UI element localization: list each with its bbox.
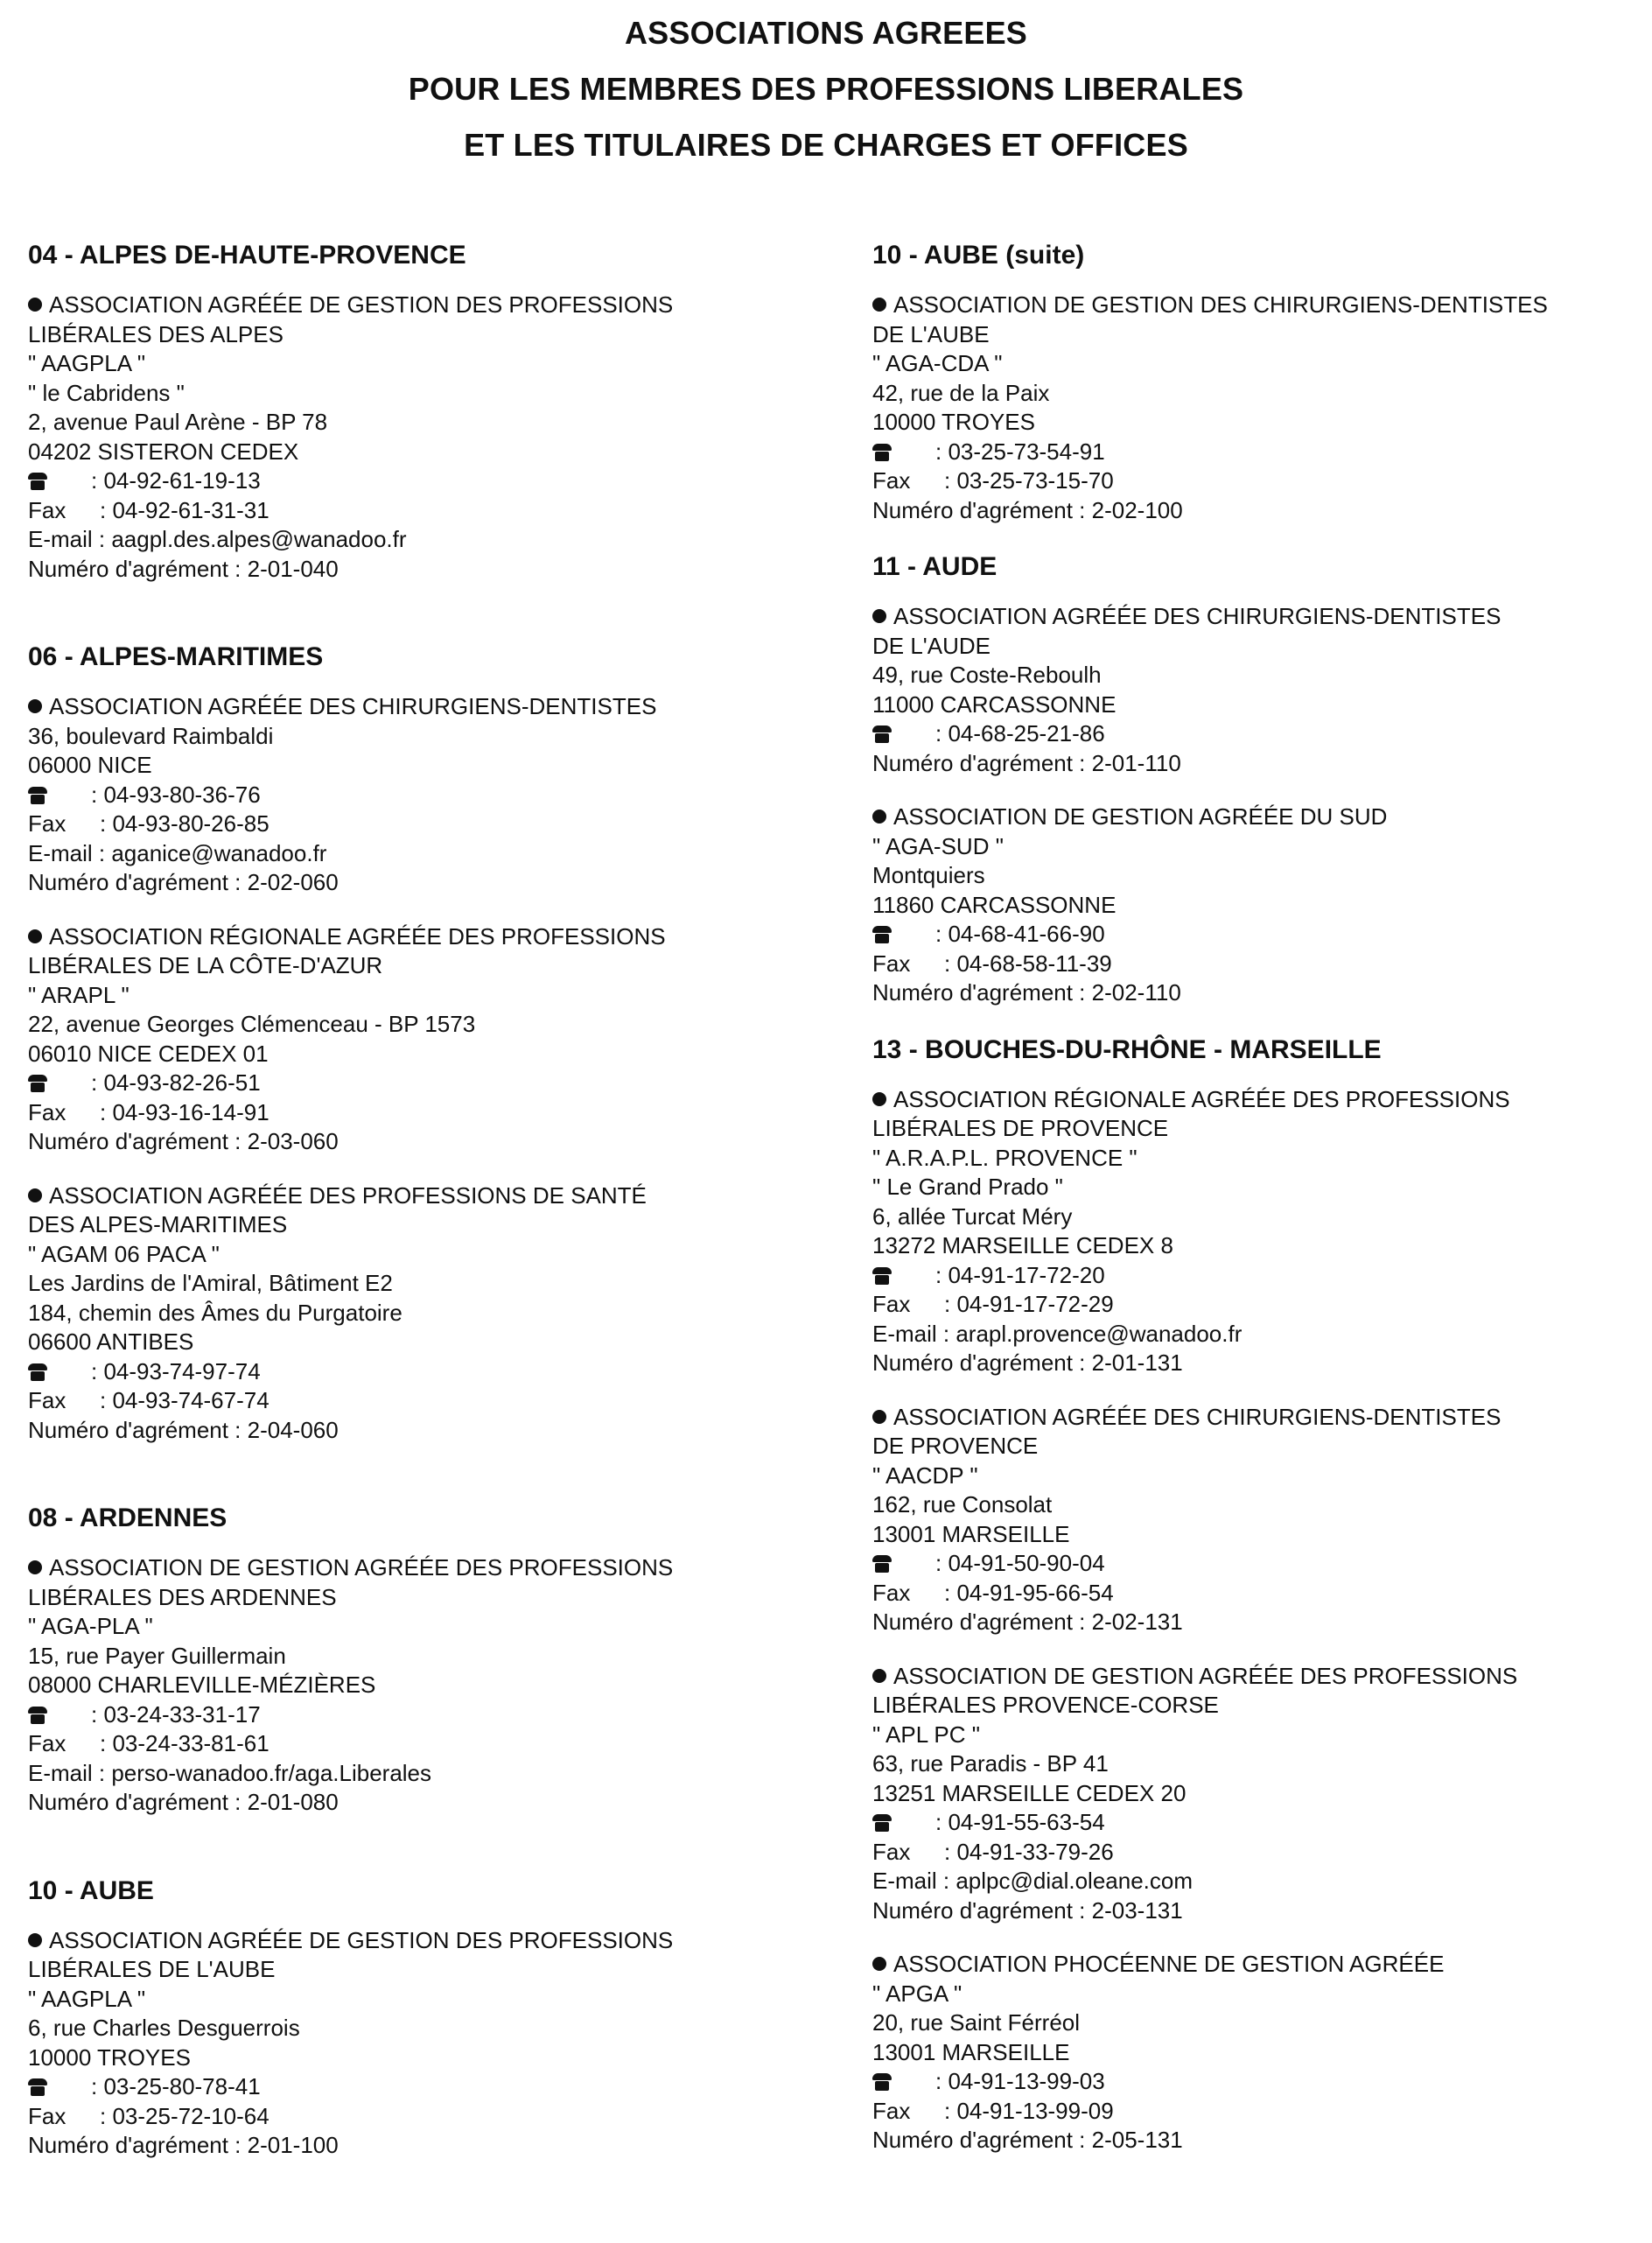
section-title: 10 - AUBE (28, 1875, 154, 1905)
email: E-mail : arapl.provence@wanadoo.fr (872, 1320, 1242, 1347)
approval-number: Numéro d'agrément : 2-02-060 (28, 869, 339, 895)
fax-label: Fax (872, 950, 911, 977)
address-place: " Le Grand Prado " (872, 1174, 1063, 1200)
fax-label: Fax (28, 1387, 66, 1413)
fax-number: : 03-25-72-10-64 (100, 2102, 270, 2129)
association-entry (872, 291, 1642, 525)
approval-number: Numéro d'agrément : 2-02-131 (872, 1609, 1183, 1635)
section-11 (872, 550, 1642, 1008)
address-street: 22, avenue Georges Clémenceau - BP 1573 (28, 1011, 476, 1037)
address-street: 6, rue Charles Desguerrois (28, 2015, 300, 2041)
address-street: 36, boulevard Raimbaldi (28, 722, 274, 749)
association-acronym: " AGA-SUD " (872, 832, 1004, 859)
address-street: 15, rue Payer Guillermain (28, 1642, 286, 1669)
section-title: 06 - ALPES-MARITIMES (28, 642, 324, 671)
email: E-mail : aganice@wanadoo.fr (28, 839, 327, 866)
address-city: 10000 TROYES (872, 409, 1035, 435)
phone-number: : 04-68-41-66-90 (935, 921, 1105, 947)
telephone-icon (28, 1075, 47, 1092)
association-name-cont: LIBÉRALES DE L'AUBE (28, 1956, 276, 1982)
approval-number: Numéro d'agrément : 2-03-131 (872, 1896, 1183, 1924)
phone-number: : 03-25-80-78-41 (91, 2073, 261, 2099)
association-entry (28, 291, 816, 584)
section-06 (28, 640, 816, 1445)
association-name: ASSOCIATION PHOCÉENNE DE GESTION AGRÉÉE (893, 1951, 1445, 1977)
telephone-icon (872, 444, 892, 461)
association-entry (28, 1181, 816, 1446)
section-08 (28, 1501, 816, 1818)
approval-number: Numéro d'agrément : 2-04-060 (28, 1416, 339, 1443)
association-acronym: " AGAM 06 PACA " (28, 1240, 220, 1267)
association-name: ASSOCIATION DE GESTION DES CHIRURGIENS-DENTISTES (893, 291, 1548, 318)
association-name-cont: LIBÉRALES DE LA CÔTE-D'AZUR (28, 952, 383, 978)
bullet-icon (872, 1410, 886, 1424)
association-name: ASSOCIATION RÉGIONALE AGRÉÉE DES PROFESSIONS (49, 922, 666, 950)
fax-label: Fax (28, 2102, 66, 2129)
bullet-icon (28, 1933, 42, 1947)
telephone-icon (28, 2078, 47, 2096)
header-title-line-3: ET LES TITULAIRES DE CHARGES ET OFFICES (464, 127, 1188, 163)
section-title: 08 - ARDENNES (28, 1504, 228, 1532)
association-name-cont: LIBÉRALES PROVENCE-CORSE (872, 1692, 1219, 1718)
phone-number: : 04-91-17-72-20 (935, 1261, 1105, 1288)
approval-number: Numéro d'agrément : 2-05-131 (872, 2127, 1183, 2153)
association-entry (872, 1662, 1642, 1926)
fax-label: Fax (872, 2097, 911, 2124)
telephone-icon (872, 2073, 892, 2091)
section-title: 04 - ALPES DE-HAUTE-PROVENCE (28, 241, 466, 270)
fax-label: Fax (28, 1730, 66, 1756)
fax-number: : 03-25-73-15-70 (944, 467, 1114, 494)
telephone-icon (872, 1814, 892, 1832)
association-name: ASSOCIATION AGRÉÉE DE GESTION DES PROFESSIONS (49, 1926, 674, 1953)
left-column (28, 238, 816, 2161)
association-name: ASSOCIATION AGRÉÉE DE GESTION DES PROFESSIONS (49, 291, 674, 318)
fax-number: : 04-92-61-31-31 (100, 496, 270, 523)
header-title-line-1: ASSOCIATIONS AGREEES (624, 15, 1028, 51)
association-name: ASSOCIATION DE GESTION AGRÉÉE DES PROFESSIONS (893, 1662, 1518, 1689)
association-name-cont: LIBÉRALES DES ALPES (28, 320, 284, 347)
association-name-cont: LIBÉRALES DES ARDENNES (28, 1583, 337, 1610)
fax-number: : 04-93-74-67-74 (100, 1387, 270, 1413)
bullet-icon (872, 1669, 886, 1683)
association-acronym: " AGA-CDA " (872, 350, 1003, 376)
association-entry (872, 602, 1642, 778)
address-street: 6, allée Turcat Méry (872, 1202, 1073, 1230)
phone-number: : 04-93-74-97-74 (91, 1357, 261, 1384)
address-street: 2, avenue Paul Arène - BP 78 (28, 409, 328, 435)
association-acronym: " APL PC " (872, 1721, 980, 1748)
approval-number: Numéro d'agrément : 2-01-131 (872, 1349, 1183, 1376)
association-name: ASSOCIATION AGRÉÉE DES PROFESSIONS DE SANTÉ (49, 1181, 647, 1209)
telephone-icon (872, 725, 892, 743)
telephone-icon (28, 473, 47, 490)
address-place: " le Cabridens " (28, 379, 185, 406)
association-acronym: " AAGPLA " (28, 1985, 146, 2012)
phone-number: : 04-68-25-21-86 (935, 720, 1105, 746)
header-title-line-2: POUR LES MEMBRES DES PROFESSIONS LIBERALES (408, 71, 1244, 107)
bullet-icon (872, 1957, 886, 1971)
approval-number: Numéro d'agrément : 2-01-100 (28, 2132, 339, 2158)
telephone-icon (872, 1555, 892, 1573)
fax-number: : 04-91-95-66-54 (944, 1579, 1114, 1606)
email: E-mail : aagpl.des.alpes@wanadoo.fr (28, 526, 407, 552)
association-acronym: " AACDP " (872, 1461, 978, 1489)
association-name: ASSOCIATION DE GESTION AGRÉÉE DU SUD (893, 803, 1388, 830)
association-name-cont: DES ALPES-MARITIMES (28, 1211, 288, 1237)
phone-number: : 04-92-61-19-13 (91, 467, 261, 494)
association-acronym: " A.R.A.P.L. PROVENCE " (872, 1144, 1138, 1171)
association-acronym: " AAGPLA " (28, 350, 146, 376)
association-name-cont: DE L'AUDE (872, 632, 991, 659)
bullet-icon (872, 609, 886, 623)
address-place: Les Jardins de l'Amiral, Bâtiment E2 (28, 1270, 393, 1296)
bullet-icon (872, 810, 886, 824)
address-street: 162, rue Consolat (872, 1491, 1053, 1518)
fax-label: Fax (872, 1838, 911, 1865)
address-city: 11860 CARCASSONNE (872, 891, 1116, 918)
bullet-icon (28, 929, 42, 943)
document-header (0, 5, 1652, 173)
bullet-icon (872, 298, 886, 312)
section-13 (872, 1033, 1642, 2155)
address-city: 13001 MARSEILLE (872, 1520, 1070, 1547)
email: E-mail : perso-wanadoo.fr/aga.Liberales (28, 1759, 432, 1786)
association-name: ASSOCIATION AGRÉÉE DES CHIRURGIENS-DENTISTES (893, 1403, 1502, 1430)
association-name: ASSOCIATION AGRÉÉE DES CHIRURGIENS-DENTISTES (893, 603, 1502, 629)
association-entry (872, 1403, 1642, 1637)
fax-label: Fax (28, 1098, 66, 1125)
association-entry (28, 692, 816, 898)
bullet-icon (872, 1092, 886, 1106)
phone-number: : 03-24-33-31-17 (91, 1700, 261, 1728)
address-street: 42, rue de la Paix (872, 379, 1050, 406)
right-column (872, 238, 1642, 2155)
section-title: 10 - AUBE (suite) (872, 241, 1085, 270)
fax-label: Fax (872, 467, 911, 494)
fax-number: : 03-24-33-81-61 (100, 1730, 270, 1756)
fax-label: Fax (872, 1291, 911, 1317)
telephone-icon (28, 1363, 47, 1381)
address-city: 13272 MARSEILLE CEDEX 8 (872, 1232, 1173, 1258)
address-city: 13251 MARSEILLE CEDEX 20 (872, 1779, 1186, 1806)
phone-number: : 03-25-73-54-91 (935, 438, 1105, 465)
bullet-icon (28, 1560, 42, 1574)
association-acronym: " APGA " (872, 1980, 962, 2007)
address-city: 06010 NICE CEDEX 01 (28, 1040, 269, 1067)
phone-number: : 04-91-13-99-03 (935, 2068, 1105, 2094)
association-name: ASSOCIATION RÉGIONALE AGRÉÉE DES PROFESSIONS (893, 1085, 1510, 1112)
section-10-continued (872, 238, 1642, 525)
telephone-icon (28, 787, 47, 804)
email: E-mail : aplpc@dial.oleane.com (872, 1868, 1194, 1894)
address-city: 06600 ANTIBES (28, 1328, 194, 1355)
telephone-icon (872, 926, 892, 943)
address-street: 184, chemin des Âmes du Purgatoire (28, 1299, 402, 1326)
phone-number: : 04-93-82-26-51 (91, 1069, 261, 1096)
section-title: 11 - AUDE (872, 552, 998, 581)
address-city: 08000 CHARLEVILLE-MÉZIÈRES (28, 1672, 376, 1698)
address-street: 63, rue Paradis - BP 41 (872, 1750, 1109, 1777)
section-title: 13 - BOUCHES-DU-RHÔNE - MARSEILLE (872, 1034, 1382, 1064)
association-acronym: " ARAPL " (28, 981, 130, 1008)
bullet-icon (28, 699, 42, 713)
bullet-icon (28, 298, 42, 312)
association-name: ASSOCIATION AGRÉÉE DES CHIRURGIENS-DENTISTES (49, 693, 657, 719)
fax-number: : 04-91-13-99-09 (944, 2097, 1114, 2124)
approval-number: Numéro d'agrément : 2-02-100 (872, 496, 1183, 523)
fax-label: Fax (872, 1579, 911, 1606)
address-street: 20, rue Saint Férréol (872, 2009, 1081, 2036)
fax-number: : 04-91-17-72-29 (944, 1291, 1114, 1317)
section-04 (28, 238, 816, 584)
approval-number: Numéro d'agrément : 2-01-080 (28, 1789, 339, 1815)
association-entry (872, 1085, 1642, 1378)
association-entry (28, 922, 816, 1157)
association-entry (872, 1950, 1642, 2155)
telephone-icon (28, 1707, 47, 1724)
association-entry (28, 1926, 816, 2161)
bullet-icon (28, 1188, 42, 1202)
fax-number: : 04-93-16-14-91 (100, 1098, 270, 1125)
association-entry (872, 803, 1642, 1008)
phone-number: : 04-91-55-63-54 (935, 1809, 1105, 1835)
approval-number: Numéro d'agrément : 2-01-110 (872, 749, 1181, 776)
address-city: 11000 CARCASSONNE (872, 690, 1116, 718)
association-name-cont: DE PROVENCE (872, 1433, 1039, 1459)
approval-number: Numéro d'agrément : 2-01-040 (28, 555, 339, 582)
fax-label: Fax (28, 810, 66, 837)
association-name-cont: DE L'AUBE (872, 320, 990, 347)
phone-number: : 04-91-50-90-04 (935, 1550, 1105, 1576)
address-city: 06000 NICE (28, 752, 152, 778)
phone-number: : 04-93-80-36-76 (91, 781, 261, 808)
association-acronym: " AGA-PLA " (28, 1613, 153, 1639)
association-name: ASSOCIATION DE GESTION AGRÉÉE DES PROFESSIONS (49, 1554, 674, 1581)
fax-number: : 04-91-33-79-26 (944, 1838, 1114, 1865)
address-city: 13001 MARSEILLE (872, 2038, 1070, 2065)
address-place: Montquiers (872, 862, 985, 888)
address-city: 10000 TROYES (28, 2043, 191, 2071)
approval-number: Numéro d'agrément : 2-03-060 (28, 1128, 339, 1154)
fax-number: : 04-93-80-26-85 (100, 810, 270, 837)
address-street: 49, rue Coste-Reboulh (872, 662, 1102, 688)
fax-number: : 04-68-58-11-39 (944, 950, 1112, 977)
section-10 (28, 1874, 816, 2161)
association-name-cont: LIBÉRALES DE PROVENCE (872, 1115, 1169, 1141)
fax-label: Fax (28, 496, 66, 523)
association-entry (28, 1553, 816, 1818)
approval-number: Numéro d'agrément : 2-02-110 (872, 979, 1181, 1006)
address-city: 04202 SISTERON CEDEX (28, 438, 299, 465)
telephone-icon (872, 1267, 892, 1285)
